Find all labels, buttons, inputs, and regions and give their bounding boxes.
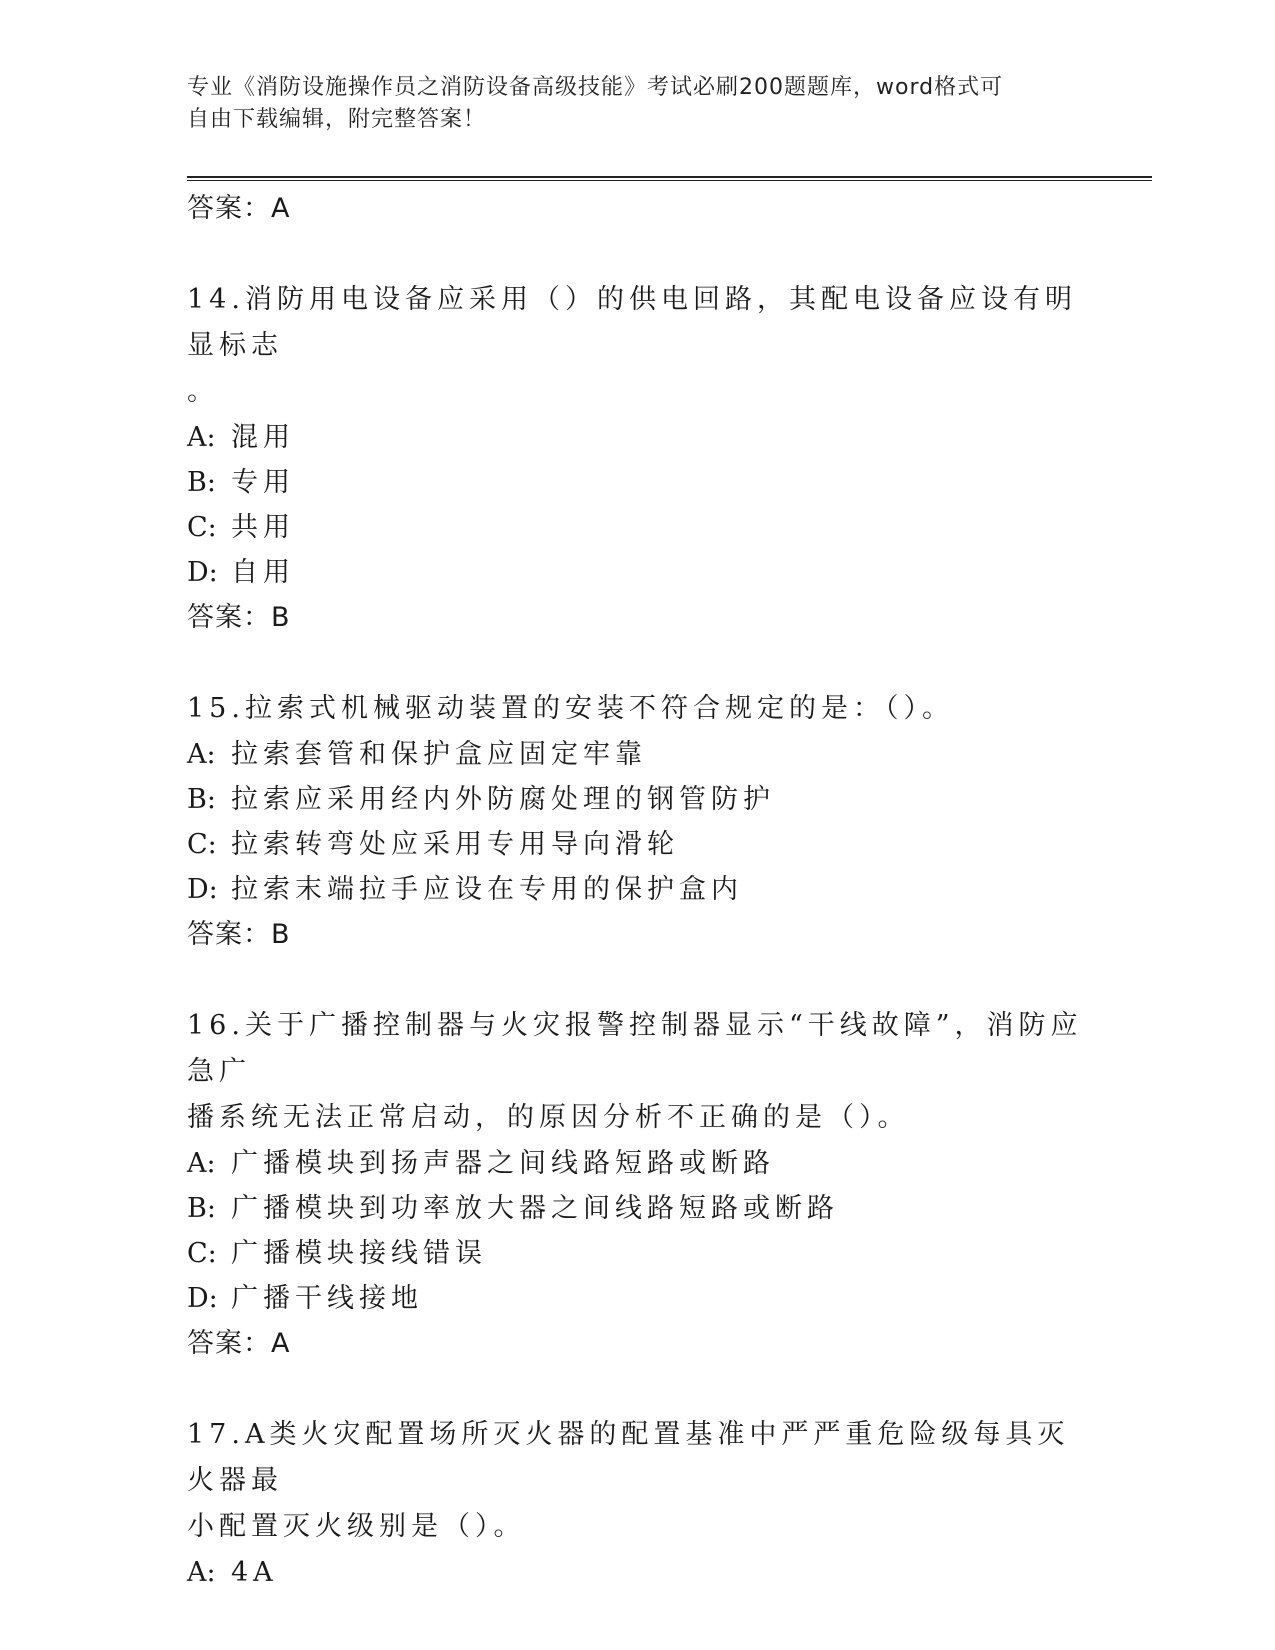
header-line-1: 专业《消防设施操作员之消防设备高级技能》考试必刷200题题库，word格式可: [187, 75, 1004, 100]
page-header: [187, 72, 1067, 136]
question-14-option-b: B: 专用: [187, 467, 295, 498]
question-14-stem: 14.消防用电设备应采用（）的供电回路，其配电设备应设有明显标志 。: [187, 284, 1077, 407]
question-14-option-c: C: 共用: [187, 512, 295, 543]
question-14-option-a: A: 混用: [187, 422, 295, 453]
question-15: [187, 686, 1087, 958]
question-list: [187, 186, 1087, 1595]
question-17-option-a: A: 4A: [187, 1557, 278, 1588]
question-16: [187, 1003, 1087, 1367]
question-15-option-c: C: 拉索转弯处应采用专用导向滑轮: [187, 829, 679, 860]
question-17-stem: 17.A类火灾配置场所灭火器的配置基准中严严重危险级每具灭火器最 小配置灭火级别是（）。: [187, 1419, 1070, 1542]
question-16-option-d: D: 广播干线接地: [187, 1283, 423, 1314]
answer-14: 答案：B: [187, 602, 291, 633]
question-16-option-a: A: 广播模块到扬声器之间线路短路或断路: [187, 1148, 775, 1179]
question-15-option-d: D: 拉索末端拉手应设在专用的保护盒内: [187, 874, 743, 905]
answer-16: 答案：A: [187, 1328, 291, 1359]
header-divider: [187, 176, 1152, 181]
answer-13: 答案：A: [187, 193, 291, 224]
question-16-option-b: B: 广播模块到功率放大器之间线路短路或断路: [187, 1193, 839, 1224]
question-14: [187, 277, 1087, 641]
question-15-option-b: B: 拉索应采用经内外防腐处理的钢管防护: [187, 784, 775, 815]
answer-15: 答案：B: [187, 919, 291, 950]
question-16-option-c: C: 广播模块接线错误: [187, 1238, 487, 1269]
question-14-option-d: D: 自用: [187, 557, 295, 588]
question-17: [187, 1412, 1087, 1595]
header-line-2: 自由下载编辑，附完整答案！: [187, 107, 487, 132]
question-15-stem: 15.拉索式机械驱动装置的安装不符合规定的是：（）。: [187, 693, 954, 724]
question-15-option-a: A: 拉索套管和保护盒应固定牢靠: [187, 739, 647, 770]
question-16-stem: 16.关于广播控制器与火灾报警控制器显示“干线故障”，消防应急广 播系统无法正常启动，的原因分析不正确的是（）。: [187, 1010, 1083, 1133]
